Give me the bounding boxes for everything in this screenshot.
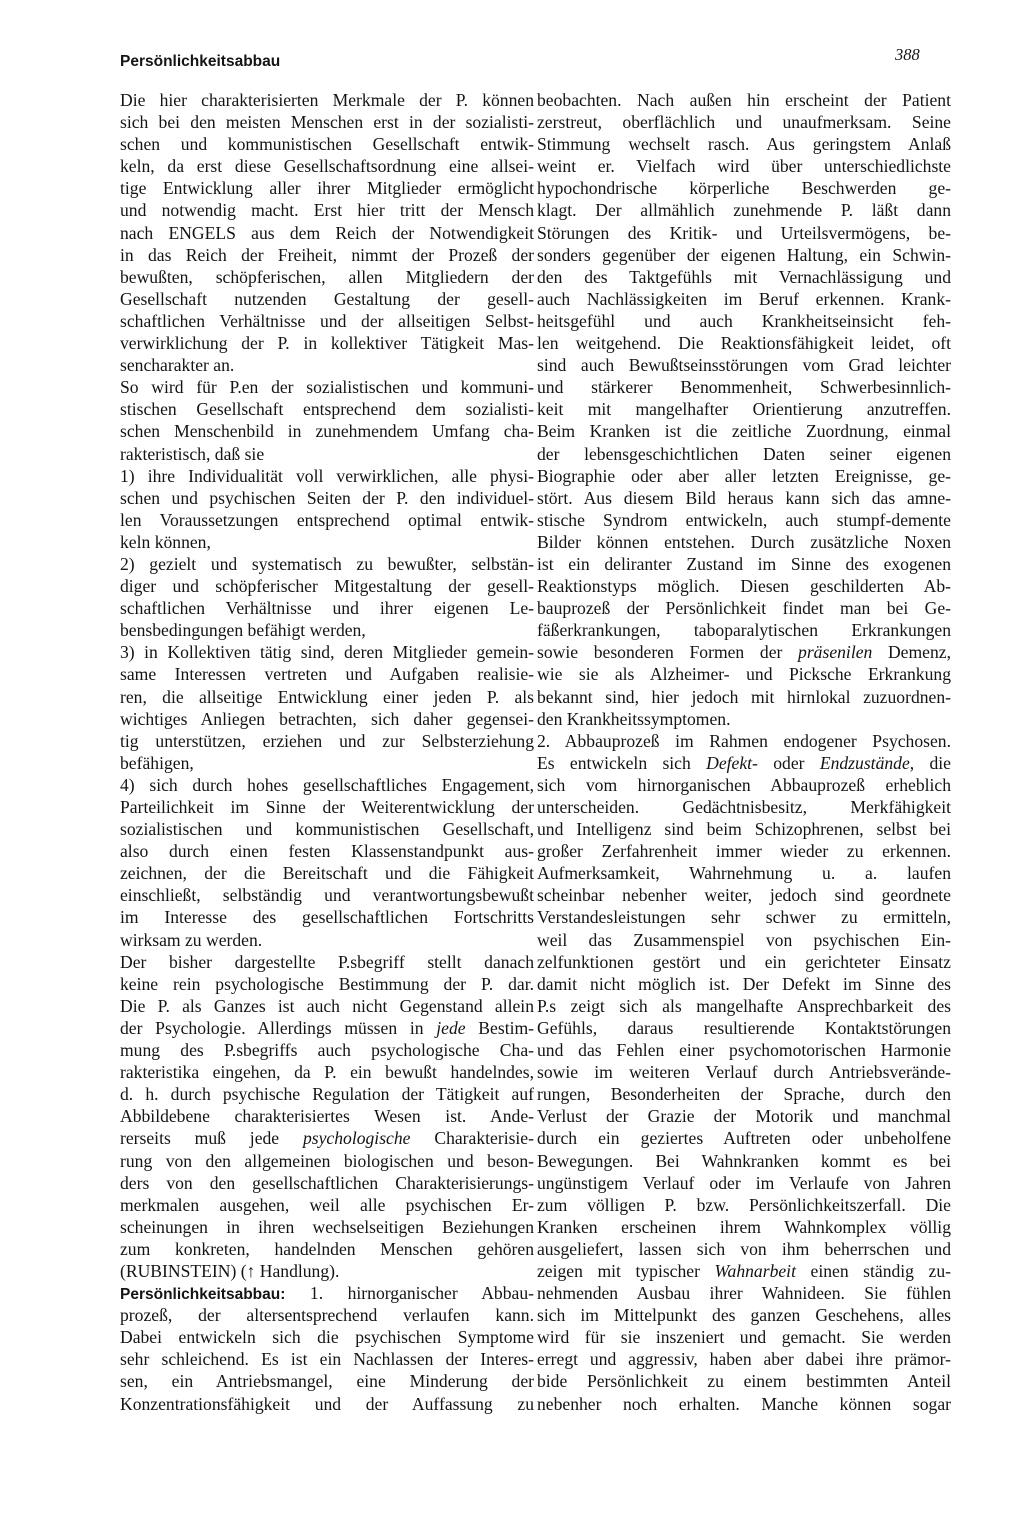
text-run: ungünstigem Verlauf oder im Verlaufe von Jahren — [537, 1172, 951, 1193]
text-line — [120, 177, 534, 199]
text-run: wichtiges Anliegen betrachten, sich daher gegensei- — [120, 708, 534, 729]
text-line — [120, 1348, 534, 1370]
text-run: (RUBINSTEIN) (↑ Handlung). — [120, 1260, 340, 1281]
text-line — [537, 708, 951, 730]
emphasis: Wahnarbeit — [714, 1260, 796, 1281]
text-run: nehmenden Ausbau ihrer Wahnideen. Sie fühlen — [537, 1283, 951, 1304]
text-run: fäßerkrankungen, taboparalytischen Erkrankungen — [537, 620, 951, 641]
text-line — [120, 1282, 534, 1304]
text-line — [537, 1348, 951, 1370]
text-run: keine rein psychologische Bestimmung der P. dar. — [120, 973, 534, 994]
text-line — [120, 133, 534, 155]
text-line — [537, 398, 951, 420]
text-line — [120, 1172, 534, 1194]
text-line — [120, 332, 534, 354]
text-line — [120, 111, 534, 133]
text-run: den des Taktgefühls mit Vernachlässigung und — [537, 266, 951, 287]
text-line — [537, 1216, 951, 1238]
emphasis: präsenilen — [798, 642, 873, 663]
text-line — [120, 1127, 534, 1149]
text-run: Verlust der Grazie der Motorik und manchmal — [537, 1106, 951, 1127]
text-line — [537, 1370, 951, 1392]
text-line — [120, 89, 534, 111]
text-line — [537, 597, 951, 619]
text-line — [120, 840, 534, 862]
text-run: same Interessen vertreten und Aufgaben realisie- — [120, 664, 534, 685]
text-run: ders von den gesellschaftlichen Charakterisierungs- — [120, 1172, 534, 1193]
text-line — [537, 1083, 951, 1105]
text-line — [537, 222, 951, 244]
text-line — [537, 1127, 951, 1149]
text-run: stische Syndrom entwickeln, auch stumpf-demente — [537, 509, 951, 530]
text-run: erregt und aggressiv, haben aber dabei ihre prämor- — [537, 1349, 951, 1370]
text-run: stischen Gesellschaft entsprechend dem sozialisti- — [120, 399, 534, 420]
text-run: weil das Zusammenspiel von psychischen Ein- — [537, 929, 951, 950]
text-run: Demenz, — [872, 642, 951, 663]
text-run: zum völligen P. bzw. Persönlichkeitszerfall. Die — [537, 1194, 951, 1215]
text-run: verwirklichung der P. in kollektiver Tätigkeit Mas- — [120, 333, 534, 354]
text-line — [120, 619, 534, 641]
text-run: Stimmung wechselt rasch. Aus geringstem Anlaß — [537, 134, 951, 155]
text-run: ausgeliefert, lassen sich von ihm beherrschen und — [537, 1238, 951, 1259]
text-line — [120, 487, 534, 509]
text-run: Der bisher dargestellte P.sbegriff stellt danach — [120, 951, 534, 972]
text-run: rungen, Besonderheiten der Sprache, durch den — [537, 1084, 951, 1105]
text-run: schen und psychischen Seiten der P. den individuel- — [120, 487, 534, 508]
text-line — [120, 752, 534, 774]
text-run: klagt. Der allmählich zunehmende P. läßt dann — [537, 200, 951, 221]
text-run: tig unterstützen, erziehen und zur Selbsterziehung — [120, 730, 534, 751]
text-line — [120, 1370, 534, 1392]
text-run: Biographie oder aber aller letzten Ereignisse, ge- — [537, 465, 951, 486]
text-run: - oder — [752, 752, 820, 773]
text-run: Abbildebene charakterisiertes Wesen ist. Ande- — [120, 1106, 534, 1127]
text-line — [120, 199, 534, 221]
text-line — [120, 906, 534, 928]
text-run: rakteristika eingehen, da P. ein bewußt handelndes, — [120, 1062, 534, 1083]
text-run: im Interesse des gesellschaftlichen Fortschritts — [120, 907, 534, 928]
text-run: den Krankheitssymptomen. — [537, 708, 731, 729]
text-line — [537, 177, 951, 199]
text-line — [537, 1260, 951, 1282]
text-run: Aufmerksamkeit, Wahrnehmung u. a. laufen — [537, 863, 951, 884]
text-line — [537, 266, 951, 288]
text-line — [537, 1061, 951, 1083]
text-line — [120, 222, 534, 244]
text-line — [120, 708, 534, 730]
text-run: und das Fehlen einer psychomotorischen Harmonie — [537, 1040, 951, 1061]
text-run: der lebensgeschichtlichen Daten seiner eigenen — [537, 443, 951, 464]
text-line — [537, 774, 951, 796]
text-line — [120, 1326, 534, 1348]
text-run: rung von den allgemeinen biologischen und beson- — [120, 1150, 534, 1171]
text-line — [537, 1172, 951, 1194]
text-run: Die hier charakterisierten Merkmale der P. können — [120, 90, 534, 110]
text-run: zeichnen, der die Bereitschaft und die Fähigkeit — [120, 863, 534, 884]
text-run: Die P. als Ganzes ist auch nicht Gegenstand allein — [120, 995, 534, 1016]
text-line — [537, 1393, 951, 1415]
text-line — [537, 354, 951, 376]
text-line — [537, 995, 951, 1017]
text-line — [537, 89, 951, 111]
text-line — [537, 884, 951, 906]
text-run: So wird für P.en der sozialistischen und kommuni- — [120, 377, 534, 398]
text-line — [120, 553, 534, 575]
emphasis: jede — [436, 1017, 466, 1038]
text-line — [537, 531, 951, 553]
text-line — [120, 884, 534, 906]
text-run: P.s zeigt sich als mangelhafte Ansprechbarkeit des — [537, 995, 951, 1016]
text-line — [120, 1150, 534, 1172]
text-run: 2. Abbauprozeß im Rahmen endogener Psychosen. — [537, 730, 951, 751]
text-line — [120, 796, 534, 818]
text-run: wie sie als Alzheimer- und Picksche Erkrankung — [537, 664, 951, 685]
text-run: Verstandesleistungen sehr schwer zu ermitteln, — [537, 907, 951, 928]
text-run: wird für sie inszeniert und gemacht. Sie werden — [537, 1327, 951, 1348]
text-line — [537, 929, 951, 951]
text-run: 4) sich durch hohes gesellschaftliches Engagement, — [120, 774, 534, 795]
text-run: auch Nachlässigkeiten im Beruf erkennen. Krank- — [537, 288, 951, 309]
text-line — [120, 155, 534, 177]
text-line — [120, 1017, 534, 1039]
text-line — [537, 244, 951, 266]
text-line — [537, 862, 951, 884]
text-line — [120, 818, 534, 840]
text-run: heitsgefühl und auch Krankheitseinsicht feh- — [537, 310, 951, 331]
text-line — [537, 487, 951, 509]
text-line — [120, 641, 534, 663]
text-line — [537, 1304, 951, 1326]
text-run: Charakterisie- — [410, 1128, 534, 1149]
text-line — [120, 663, 534, 685]
text-run: Beim Kranken ist die zeitliche Zuordnung, einmal — [537, 421, 951, 442]
text-run: hypochondrische körperliche Beschwerden ge- — [537, 178, 951, 199]
text-line — [120, 1039, 534, 1061]
text-line — [537, 155, 951, 177]
text-run: bekannt sind, hier jedoch mit hirnlokal zuzuordnen- — [537, 686, 951, 707]
text-run: , die — [909, 752, 951, 773]
text-run: sen, ein Antriebsmangel, eine Minderung der — [120, 1371, 534, 1392]
text-line — [120, 398, 534, 420]
text-run: einen ständig zu- — [795, 1260, 951, 1281]
text-run: Parteilichkeit im Sinne der Weiterentwicklung der — [120, 797, 534, 817]
text-line — [537, 641, 951, 663]
text-run: sich vom hirnorganischen Abbauprozeß erheblich — [537, 774, 951, 795]
text-line — [537, 1039, 951, 1061]
text-run: der Psychologie. Allerdings müssen in — [120, 1017, 437, 1038]
text-run: tige Entwicklung aller ihrer Mitglieder ermöglicht — [120, 178, 534, 199]
text-run: sowie im weiteren Verlauf durch Antriebsverände- — [537, 1062, 951, 1083]
text-run: also durch einen festen Klassenstandpunkt aus- — [120, 841, 534, 862]
text-line — [537, 951, 951, 973]
text-line — [537, 509, 951, 531]
text-run: nebenher noch erhalten. Manche können sogar — [537, 1393, 951, 1414]
text-line — [120, 862, 534, 884]
text-line — [120, 1061, 534, 1083]
text-run: schen Menschenbild in zunehmendem Umfang cha- — [120, 421, 534, 442]
text-line — [120, 995, 534, 1017]
text-line — [537, 663, 951, 685]
text-line — [537, 1326, 951, 1348]
text-run: Bestim- — [465, 1017, 535, 1038]
text-line — [537, 376, 951, 398]
text-line — [537, 443, 951, 465]
term-heading: Persönlichkeitsabbau: — [120, 1286, 286, 1304]
text-run: rerseits muß jede — [120, 1128, 303, 1149]
text-line — [120, 774, 534, 796]
text-run: sencharakter an. — [120, 355, 235, 376]
text-run: sozialistischen und kommunistischen Gesellschaft, — [120, 819, 534, 840]
text-run: 2) gezielt und systematisch zu bewußter, selbstän- — [120, 553, 534, 574]
text-line — [537, 465, 951, 487]
text-line — [120, 1216, 534, 1238]
text-run: sich im Mittelpunkt des ganzen Geschehens, alles — [537, 1305, 951, 1326]
text-run: und Intelligenz sind beim Schizophrenen, selbst bei — [537, 819, 951, 840]
text-line — [537, 420, 951, 442]
text-line — [120, 686, 534, 708]
text-line — [120, 1260, 534, 1282]
text-run: Gefühls, daraus resultierende Kontaktstörungen — [537, 1017, 951, 1038]
text-run: weint er. Vielfach wird über unterschiedlichste — [537, 156, 951, 177]
text-run: sind auch Bewußtseinsstörungen vom Grad leichter — [537, 355, 951, 376]
text-line — [537, 906, 951, 928]
text-line — [120, 443, 534, 465]
emphasis: Endzustände — [819, 752, 910, 773]
text-line — [537, 1105, 951, 1127]
text-line — [537, 752, 951, 774]
text-run: scheinbar nebenher weiter, jedoch sind geordnete — [537, 885, 951, 906]
page-number: 388 — [895, 45, 920, 64]
text-line — [120, 354, 534, 376]
text-run: wirksam zu werden. — [120, 929, 263, 950]
text-run: damit nicht möglich ist. Der Defekt im Sinne des — [537, 973, 951, 994]
text-run: beobachten. Nach außen hin erscheint der Patient — [537, 90, 951, 110]
text-run: unterscheiden. Gedächtnisbesitz, Merkfähigkeit — [537, 797, 951, 817]
text-line — [120, 376, 534, 398]
text-run: Konzentrationsfähigkeit und der Auffassung zu — [120, 1393, 534, 1414]
text-run: bewußten, schöpferischen, allen Mitgliedern der — [120, 266, 534, 287]
text-run: ren, die allseitige Entwicklung einer jeden P. als — [120, 686, 534, 707]
text-run: zerstreut, oberflächlich und unaufmerksam. Seine — [537, 112, 951, 133]
text-line — [537, 199, 951, 221]
text-run: großer Zerfahrenheit immer wieder zu erkennen. — [537, 841, 951, 862]
text-line — [537, 818, 951, 840]
text-run: 3) in Kollektiven tätig sind, deren Mitglieder gemein- — [120, 642, 534, 663]
text-line — [537, 796, 951, 818]
text-line — [537, 288, 951, 310]
text-run: sonders gegenüber der eigenen Haltung, ein Schwin- — [537, 244, 951, 265]
text-run: sehr schleichend. Es ist ein Nachlassen der Interes- — [120, 1349, 534, 1370]
text-line — [120, 1194, 534, 1216]
text-run: keit mit mangelhafter Orientierung anzutreffen. — [537, 399, 951, 420]
text-run: stört. Aus diesem Bild heraus kann sich das amne- — [537, 487, 951, 508]
text-line — [537, 1282, 951, 1304]
text-run: 1) ihre Individualität voll verwirklichen, alle physi- — [120, 465, 534, 486]
text-run: rakteristisch, daß sie — [120, 443, 265, 464]
text-run: Es entwickeln sich — [537, 752, 707, 773]
text-line — [120, 1393, 534, 1415]
text-line — [537, 310, 951, 332]
text-line — [120, 244, 534, 266]
text-run: Störungen des Kritik- und Urteilsvermögens, be- — [537, 222, 951, 243]
text-run: Reaktionstyps möglich. Diesen geschilderten Ab- — [537, 576, 951, 597]
text-run: und notwendig macht. Erst hier tritt der Mensch — [120, 200, 534, 221]
text-line — [120, 1304, 534, 1326]
right-column — [537, 89, 951, 1415]
text-line — [537, 973, 951, 995]
text-run: len Voraussetzungen entsprechend optimal entwik- — [120, 509, 534, 530]
text-run: Kranken erscheinen ihrem Wahnkomplex völlig — [537, 1216, 951, 1237]
text-run: einschließt, selbständig und verantwortungsbewußt — [120, 885, 534, 906]
text-line — [120, 929, 534, 951]
text-run: d. h. durch psychische Regulation der Tätigkeit auf — [120, 1084, 534, 1105]
text-run: Gesellschaft nutzenden Gestaltung der gesell- — [120, 288, 534, 309]
text-run: zelfunktionen gestört und ein gerichteter Einsatz — [537, 951, 951, 972]
text-run: bauprozeß der Persönlichkeit findet man bei Ge- — [537, 598, 951, 619]
text-run: in das Reich der Freiheit, nimmt der Prozeß der — [120, 244, 534, 265]
emphasis: psychologische — [302, 1128, 411, 1149]
text-line — [537, 1194, 951, 1216]
text-run: durch ein geziertes Auftreten oder unbeholfene — [537, 1128, 951, 1149]
text-line — [537, 1150, 951, 1172]
text-line — [120, 509, 534, 531]
text-run: nach ENGELS aus dem Reich der Notwendigkeit — [120, 222, 534, 243]
text-run: schaftlichen Verhältnisse und ihrer eigenen Le- — [120, 598, 534, 619]
text-line — [120, 288, 534, 310]
text-line — [120, 310, 534, 332]
text-line — [537, 840, 951, 862]
text-run: mung des P.sbegriffs auch psychologische Cha- — [120, 1040, 534, 1061]
text-line — [537, 619, 951, 641]
text-line — [120, 951, 534, 973]
text-run: bensbedingungen befähigt werden, — [120, 620, 366, 641]
text-run: keln, da erst diese Gesellschaftsordnung eine allsei- — [120, 156, 534, 177]
text-line — [120, 266, 534, 288]
text-line — [537, 332, 951, 354]
text-run: sowie besonderen Formen der — [537, 642, 799, 663]
text-line — [120, 973, 534, 995]
text-run: Bewegungen. Bei Wahnkranken kommt es bei — [537, 1150, 951, 1171]
text-line — [120, 1238, 534, 1260]
text-run: Bilder können entstehen. Durch zusätzliche Noxen — [537, 531, 951, 552]
text-line — [537, 686, 951, 708]
text-line — [537, 575, 951, 597]
emphasis: Defekt — [706, 752, 753, 773]
text-run: ist ein deliranter Zustand im Sinne des exogenen — [537, 553, 951, 574]
text-line — [120, 465, 534, 487]
text-line — [120, 420, 534, 442]
text-run: keln können, — [120, 531, 211, 552]
text-line — [537, 553, 951, 575]
text-line — [120, 531, 534, 553]
text-run: bide Persönlichkeit zu einem bestimmten Anteil — [537, 1371, 951, 1392]
text-run: zum konkreten, handelnden Menschen gehören — [120, 1238, 534, 1259]
text-run: scheinungen in ihren wechselseitigen Beziehungen — [120, 1216, 534, 1237]
text-run: befähigen, — [120, 752, 194, 773]
text-line — [120, 730, 534, 752]
text-run: zeigen mit typischer — [537, 1260, 715, 1281]
left-column — [120, 89, 534, 1415]
text-line — [537, 730, 951, 752]
text-line — [537, 133, 951, 155]
text-line — [537, 1238, 951, 1260]
text-run: sich bei den meisten Menschen erst in der sozialisti- — [120, 112, 534, 133]
text-line — [120, 597, 534, 619]
running-head: Persönlichkeitsabbau — [120, 53, 281, 70]
text-run: merkmalen ausgehen, weil alle psychischen Er- — [120, 1194, 534, 1215]
text-run: schen und kommunistischen Gesellschaft entwik- — [120, 134, 534, 155]
text-run: 1. hirnorganischer Abbau- — [285, 1283, 534, 1304]
text-run: schaftlichen Verhältnisse und der allseitigen Selbst- — [120, 310, 534, 331]
text-line — [120, 575, 534, 597]
text-line — [120, 1105, 534, 1127]
text-run: len weitgehend. Die Reaktionsfähigkeit leidet, oft — [537, 333, 951, 354]
text-line — [537, 111, 951, 133]
text-line — [537, 1017, 951, 1039]
text-run: prozeß, der altersentsprechend verlaufen kann. — [120, 1305, 534, 1326]
text-run: und stärkerer Benommenheit, Schwerbesinnlich- — [537, 377, 951, 398]
text-line — [120, 1083, 534, 1105]
text-run: diger und schöpferischer Mitgestaltung der gesell- — [120, 576, 534, 597]
text-run: Dabei entwickeln sich die psychischen Symptome — [120, 1327, 534, 1348]
